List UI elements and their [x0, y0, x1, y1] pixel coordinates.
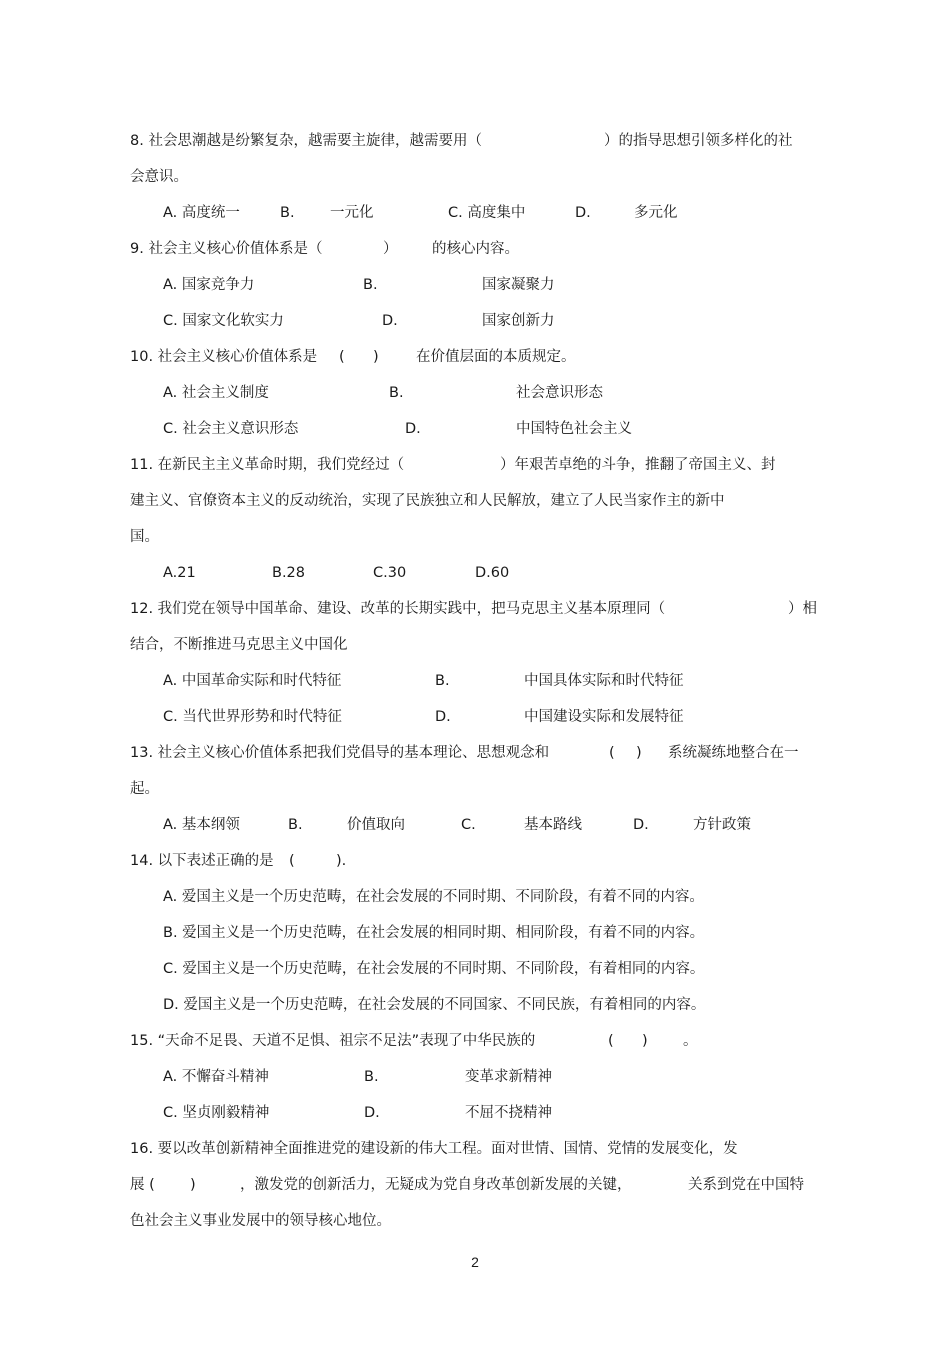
q12-option-b-text: 中国具体实际和时代特征 — [524, 673, 684, 689]
q13-option-d-letter: D. — [633, 817, 649, 833]
q9-option-d-text: 国家创新力 — [482, 313, 555, 329]
q10-option-a: A. 社会主义制度 — [163, 385, 269, 401]
q10-stem-paren-close: ) — [373, 349, 379, 365]
q14-option-b: B. 爱国主义是一个历史范畴，在社会发展的相同时期、相同阶段，有着不同的内容。 — [163, 925, 705, 941]
q10-option-d-letter: D. — [405, 421, 421, 437]
q9-stem-part3: 的核心内容。 — [432, 241, 519, 257]
q13-option-d-text: 方针政策 — [693, 817, 751, 833]
q15-option-d-letter: D. — [364, 1105, 380, 1121]
q11-option-c: C.30 — [373, 565, 407, 581]
q9-option-c: C. 国家文化软实力 — [163, 313, 284, 329]
q9-option-b-letter: B. — [363, 277, 378, 293]
q15-option-b-text: 变革求新精神 — [465, 1069, 552, 1085]
q13-stem-paren-close: ) — [636, 745, 642, 761]
q13-stem-paren-open: ( — [609, 745, 615, 761]
q13-option-c-letter: C. — [461, 817, 476, 833]
q15-option-c: C. 坚贞刚毅精神 — [163, 1105, 270, 1121]
q11-option-d: D.60 — [475, 565, 510, 581]
q16-stem-line2-part2: ，激发党的创新活力，无疑成为党自身改革创新发展的关键， — [240, 1177, 632, 1193]
q16-stem-line2-part1: 展 ( — [130, 1177, 155, 1193]
q8-stem-line2: 会意识。 — [130, 169, 188, 185]
q15-option-a: A. 不懈奋斗精神 — [163, 1069, 269, 1085]
q8-stem-part2: ）的指导思想引领多样化的社 — [604, 133, 793, 149]
q15-option-b-letter: B. — [364, 1069, 379, 1085]
q11-stem-part1: 11. 在新民主主义革命时期，我们党经过（ — [130, 457, 405, 473]
q13-option-b-letter: B. — [288, 817, 303, 833]
q12-option-d-letter: D. — [435, 709, 451, 725]
q14-stem-part1: 14. 以下表述正确的是 — [130, 853, 274, 869]
q10-option-b-text: 社会意识形态 — [516, 385, 603, 401]
q13-stem-part1: 13. 社会主义核心价值体系把我们党倡导的基本理论、思想观念和 — [130, 745, 550, 761]
q14-option-d: D. 爱国主义是一个历史范畴，在社会发展的不同国家、不同民族，有着相同的内容。 — [163, 997, 706, 1013]
q12-stem-part2: ）相 — [788, 601, 817, 617]
q11-option-a: A.21 — [163, 565, 196, 581]
q10-stem-part1: 10. 社会主义核心价值体系是 — [130, 349, 318, 365]
q13-stem-part2: 系统凝练地整合在一 — [668, 745, 799, 761]
q8-option-c: C. 高度集中 — [448, 205, 526, 221]
q14-stem-paren-close: ). — [336, 853, 347, 869]
q14-option-c: C. 爱国主义是一个历史范畴，在社会发展的不同时期、不同阶段，有着相同的内容。 — [163, 961, 705, 977]
q12-option-a: A. 中国革命实际和时代特征 — [163, 673, 342, 689]
q9-stem-part2: ） — [383, 241, 398, 257]
q13-option-c-text: 基本路线 — [524, 817, 582, 833]
q12-option-c: C. 当代世界形势和时代特征 — [163, 709, 342, 725]
q14-option-a: A. 爱国主义是一个历史范畴，在社会发展的不同时期、不同阶段，有着不同的内容。 — [163, 889, 704, 905]
q12-stem-line2: 结合，不断推进马克思主义中国化 — [130, 637, 348, 653]
q10-option-c: C. 社会主义意识形态 — [163, 421, 299, 437]
q10-option-d-text: 中国特色社会主义 — [516, 421, 632, 437]
q16-stem-line2-part3: 关系到党在中国特 — [688, 1177, 804, 1193]
q16-stem-line3: 色社会主义事业发展中的领导核心地位。 — [130, 1213, 391, 1229]
q10-option-b-letter: B. — [389, 385, 404, 401]
q10-stem-part2: 在价值层面的本质规定。 — [416, 349, 576, 365]
q15-stem-paren-open: ( — [608, 1033, 614, 1049]
q12-option-b-letter: B. — [435, 673, 450, 689]
q11-stem-line3: 国。 — [130, 529, 159, 545]
q15-stem-period: 。 — [683, 1033, 698, 1049]
q13-stem-line2: 起。 — [130, 781, 159, 797]
q12-option-d-text: 中国建设实际和发展特征 — [524, 709, 684, 725]
q11-stem-line2: 建主义、官僚资本主义的反动统治，实现了民族独立和人民解放，建立了人民当家作主的新中 — [130, 493, 725, 509]
q14-stem-paren-open: ( — [289, 853, 295, 869]
q8-option-a: A. 高度统一 — [163, 205, 240, 221]
q12-stem-part1: 12. 我们党在领导中国革命、建设、改革的长期实践中，把马克思主义基本原理同（ — [130, 601, 666, 617]
q16-stem-line2-paren-close: ) — [190, 1177, 196, 1193]
q8-stem-part1: 8. 社会思潮越是纷繁复杂，越需要主旋律，越需要用（ — [130, 133, 482, 149]
q15-stem-part1: 15. “天命不足畏、天道不足惧、祖宗不足法”表现了中华民族的 — [130, 1033, 536, 1049]
q9-option-d-letter: D. — [382, 313, 398, 329]
q8-option-b-letter: B. — [280, 205, 295, 221]
q13-option-a: A. 基本纲领 — [163, 817, 240, 833]
page-number: 2 — [471, 1254, 479, 1270]
q15-stem-paren-close: ) — [642, 1033, 648, 1049]
q16-stem-line1: 16. 要以改革创新精神全面推进党的建设新的伟大工程。面对世情、国情、党情的发展变化，发 — [130, 1141, 738, 1157]
q15-option-d-text: 不屈不挠精神 — [465, 1105, 552, 1121]
q8-option-d-text: 多元化 — [634, 205, 678, 221]
q9-option-a: A. 国家竞争力 — [163, 277, 255, 293]
q11-option-b: B.28 — [272, 565, 306, 581]
q8-option-b-text: 一元化 — [330, 205, 374, 221]
q8-option-d-letter: D. — [575, 205, 591, 221]
q10-stem-paren-open: ( — [339, 349, 345, 365]
q13-option-b-text: 价值取向 — [347, 817, 405, 833]
q11-stem-part2: ）年艰苦卓绝的斗争，推翻了帝国主义、封 — [500, 457, 776, 473]
q9-option-b-text: 国家凝聚力 — [482, 277, 555, 293]
q9-stem-part1: 9. 社会主义核心价值体系是（ — [130, 241, 323, 257]
